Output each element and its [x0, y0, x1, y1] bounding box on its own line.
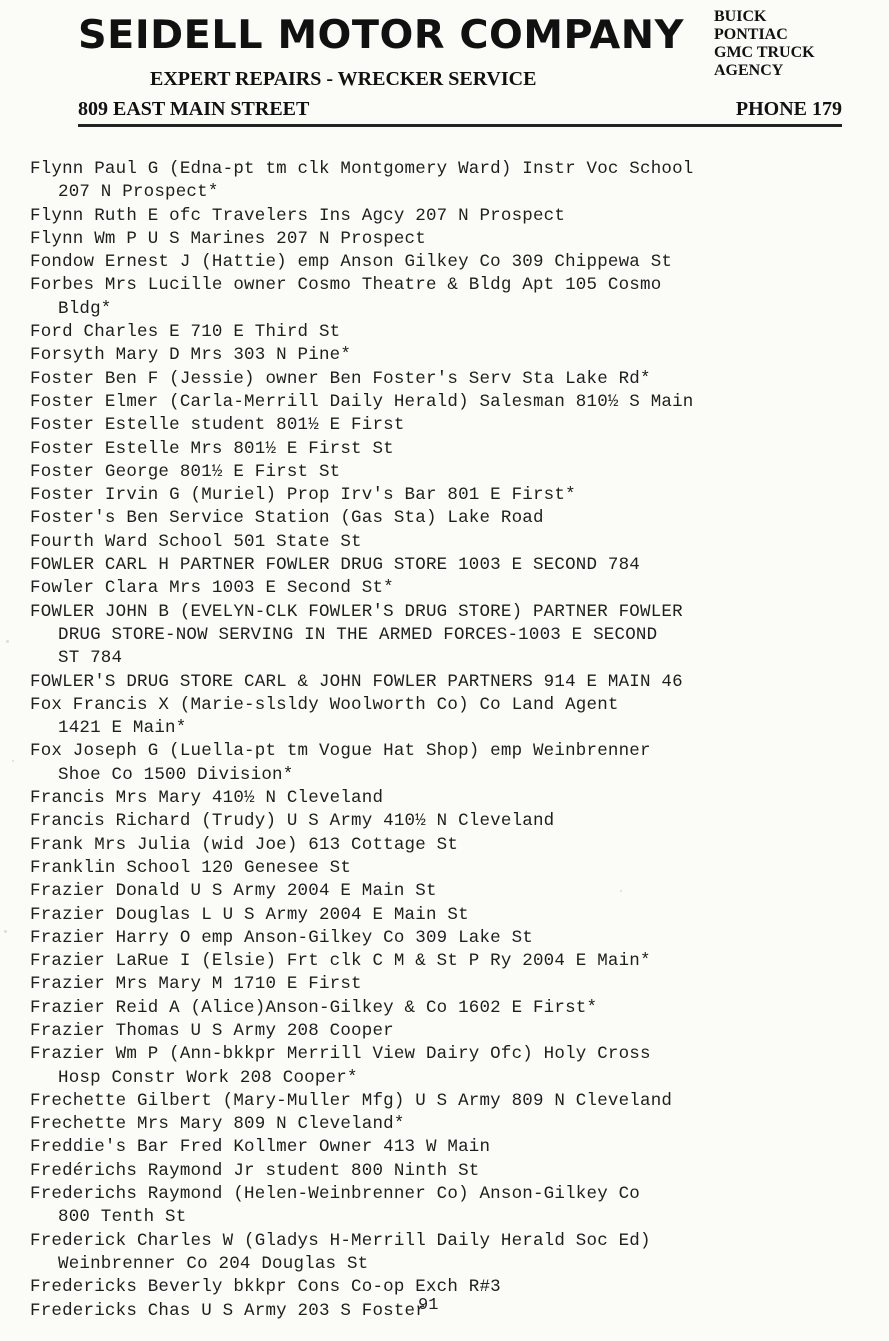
entry-text: Foster's Ben Service Station (Gas Sta) Lake Road — [30, 508, 544, 529]
header-divider — [78, 124, 842, 127]
brand-item: BUICK — [714, 8, 767, 25]
directory-entry — [30, 554, 875, 577]
entry-text: Frazier Reid A (Alice)Anson-Gilkey & Co 1602 E First* — [30, 997, 598, 1018]
directory-entry — [30, 880, 875, 903]
directory-entry — [30, 158, 875, 205]
directory-entry — [30, 228, 875, 251]
directory-entry — [30, 1230, 875, 1277]
entry-text: Ford Charles E 710 E Third St — [30, 322, 341, 343]
directory-entry — [30, 205, 875, 228]
directory-entry — [30, 1043, 875, 1090]
entry-continuation: 207 N Prospect* — [58, 182, 219, 203]
directory-entry — [30, 1020, 875, 1043]
entry-continuation: 1421 E Main* — [58, 718, 187, 739]
paper-speck — [6, 640, 9, 643]
directory-entry — [30, 950, 875, 973]
directory-entry — [30, 671, 875, 694]
entry-text: Flynn Wm P U S Marines 207 N Prospect — [30, 228, 426, 249]
directory-entry — [30, 1090, 875, 1113]
company-services: EXPERT REPAIRS - WRECKER SERVICE — [150, 68, 537, 90]
entry-text: FOWLER CARL H PARTNER FOWLER DRUG STORE 1003 E SECOND 784 — [30, 555, 640, 576]
directory-entry — [30, 973, 875, 996]
directory-entry — [30, 694, 875, 741]
directory-entry — [30, 344, 875, 367]
directory-entry — [30, 1160, 875, 1183]
directory-entry — [30, 1113, 875, 1136]
entry-text: Foster Irvin G (Muriel) Prop Irv's Bar 801 E First* — [30, 485, 576, 506]
entry-text: Fourth Ward School 501 State St — [30, 531, 362, 552]
company-name: SEIDELL MOTOR COMPANY — [78, 13, 684, 58]
directory-entry — [30, 787, 875, 810]
directory-entry — [30, 927, 875, 950]
directory-entry — [30, 904, 875, 927]
entry-text: Fredericks Beverly bkkpr Cons Co-op Exch R#3 — [30, 1277, 501, 1298]
entry-text: Foster George 801½ E First St — [30, 461, 341, 482]
entry-text: Fox Francis X (Marie-slsldy Woolworth Co) Co Land Agent — [30, 694, 619, 715]
entry-continuation: 800 Tenth St — [58, 1207, 187, 1228]
entry-text: Frazier LaRue I (Elsie) Frt clk C M & St P Ry 2004 E Main* — [30, 951, 651, 972]
directory-entry — [30, 577, 875, 600]
entry-text: Fredérichs Raymond Jr student 800 Ninth St — [30, 1160, 480, 1181]
entry-text: Frederick Charles W (Gladys H-Merrill Daily Herald Soc Ed) — [30, 1230, 651, 1251]
directory-entry — [30, 834, 875, 857]
entry-text: Frank Mrs Julia (wid Joe) 613 Cottage St — [30, 834, 459, 855]
company-address: 809 EAST MAIN STREET — [78, 98, 310, 120]
entry-text: Frechette Gilbert (Mary-Muller Mfg) U S Army 809 N Cleveland — [30, 1090, 673, 1111]
entry-continuation: DRUG STORE-NOW SERVING IN THE ARMED FORCES-1003 E SECOND — [58, 624, 658, 645]
brand-list — [714, 8, 854, 80]
entry-text: Frazier Harry O emp Anson-Gilkey Co 309 Lake St — [30, 927, 533, 948]
brand-item: GMC TRUCK — [714, 44, 815, 61]
entry-text: Frazier Mrs Mary M 1710 E First — [30, 974, 362, 995]
entry-text: Frazier Douglas L U S Army 2004 E Main St — [30, 904, 469, 925]
entry-text: Franklin School 120 Genesee St — [30, 857, 352, 878]
directory-entry — [30, 857, 875, 880]
entry-continuation: Weinbrenner Co 204 Douglas St — [58, 1253, 369, 1274]
directory-entry — [30, 507, 875, 530]
entry-text: Frazier Wm P (Ann-bkkpr Merrill View Dairy Ofc) Holy Cross — [30, 1044, 651, 1065]
entry-text: Forbes Mrs Lucille owner Cosmo Theatre & Bldg Apt 105 Cosmo — [30, 275, 662, 296]
brand-item: AGENCY — [714, 62, 784, 79]
entry-text: Flynn Paul G (Edna-pt tm clk Montgomery Ward) Instr Voc School — [30, 159, 694, 179]
entry-text: Frazier Thomas U S Army 208 Cooper — [30, 1020, 394, 1041]
entry-text: Freddie's Bar Fred Kollmer Owner 413 W Main — [30, 1137, 491, 1158]
directory-entry — [30, 810, 875, 833]
entry-text: Foster Estelle student 801½ E First — [30, 415, 405, 436]
entry-continuation: ST 784 — [58, 648, 123, 669]
entry-text: Fox Joseph G (Luella-pt tm Vogue Hat Shop) emp Weinbrenner — [30, 741, 651, 762]
directory-entry — [30, 1183, 875, 1230]
directory-listings — [30, 158, 875, 1323]
directory-entry — [30, 438, 875, 461]
directory-entry — [30, 1136, 875, 1159]
entry-text: Forsyth Mary D Mrs 303 N Pine* — [30, 345, 352, 366]
company-phone: PHONE 179 — [735, 98, 842, 120]
directory-entry — [30, 740, 875, 787]
entry-text: Foster Ben F (Jessie) owner Ben Foster's Serv Sta Lake Rd* — [30, 368, 651, 389]
brand-item: PONTIAC — [714, 26, 788, 43]
directory-entry — [30, 368, 875, 391]
entry-text: Francis Mrs Mary 410½ N Cleveland — [30, 788, 384, 809]
entry-text: FOWLER'S DRUG STORE CARL & JOHN FOWLER PARTNERS 914 E MAIN 46 — [30, 671, 683, 692]
directory-entry — [30, 274, 875, 321]
directory-entry — [30, 531, 875, 554]
header-advertisement — [78, 8, 848, 128]
entry-text: Flynn Ruth E ofc Travelers Ins Agcy 207 N Prospect — [30, 205, 566, 226]
entry-continuation: Shoe Co 1500 Division* — [58, 764, 294, 785]
entry-text: Foster Estelle Mrs 801½ E First St — [30, 438, 394, 459]
entry-continuation: Hosp Constr Work 208 Cooper* — [58, 1067, 358, 1088]
entry-text: Fredericks Chas U S Army 203 S Foster — [30, 1300, 426, 1321]
paper-speck — [12, 760, 14, 762]
directory-entry — [30, 601, 875, 671]
entry-text: Foster Elmer (Carla-Merrill Daily Herald) Salesman 810½ S Main — [30, 391, 694, 412]
entry-text: Frazier Donald U S Army 2004 E Main St — [30, 881, 437, 902]
entry-text: Fowler Clara Mrs 1003 E Second St* — [30, 578, 394, 599]
entry-text: Francis Richard (Trudy) U S Army 410½ N Cleveland — [30, 811, 555, 832]
directory-entry — [30, 1300, 875, 1323]
page-number: 91 — [418, 1296, 439, 1315]
entry-text: Frechette Mrs Mary 809 N Cleveland* — [30, 1114, 405, 1135]
directory-entry — [30, 461, 875, 484]
directory-entry — [30, 391, 875, 414]
directory-entry — [30, 997, 875, 1020]
entry-continuation: Bldg* — [58, 298, 112, 319]
entry-text: Fondow Ernest J (Hattie) emp Anson Gilkey Co 309 Chippewa St — [30, 252, 673, 273]
directory-entry — [30, 414, 875, 437]
directory-entry — [30, 484, 875, 507]
directory-entry — [30, 321, 875, 344]
directory-entry — [30, 251, 875, 274]
directory-entry — [30, 1276, 875, 1299]
entry-text: FOWLER JOHN B (EVELYN-CLK FOWLER'S DRUG STORE) PARTNER FOWLER — [30, 601, 683, 622]
entry-text: Frederichs Raymond (Helen-Weinbrenner Co) Anson-Gilkey Co — [30, 1184, 640, 1205]
paper-speck — [620, 890, 622, 892]
paper-speck — [4, 930, 7, 933]
